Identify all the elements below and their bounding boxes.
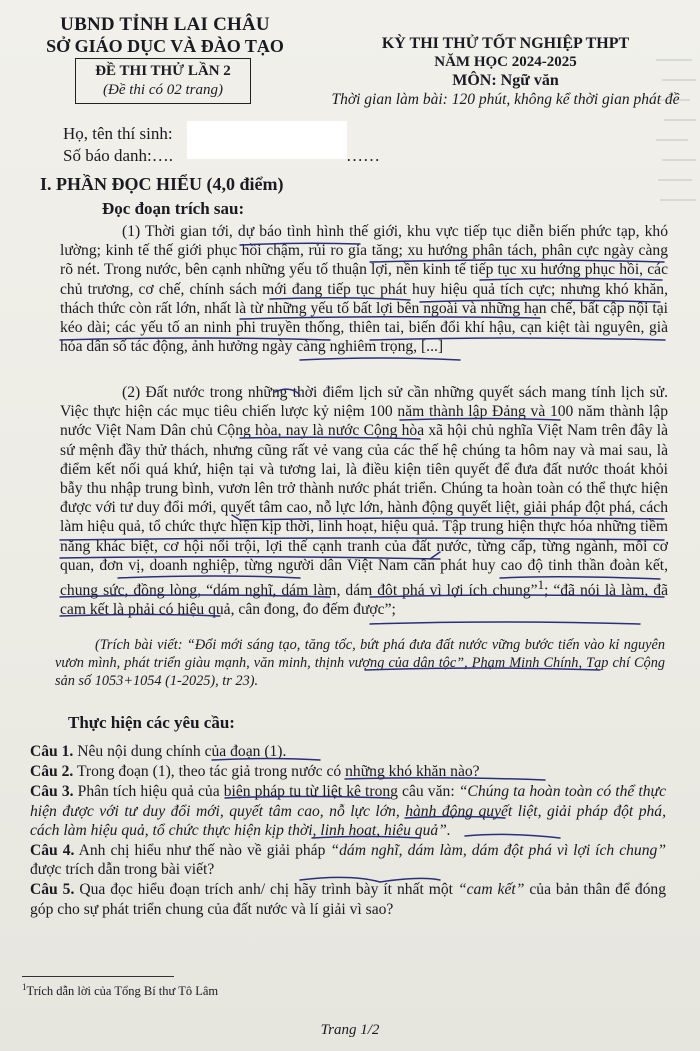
exam-label-box <box>75 58 251 104</box>
requirements-title: Thực hiện các yêu cầu: <box>68 713 235 732</box>
passage-paragraph-2-text: (2) Đất nước trong những thời điểm lịch sử cần những quyết sách mang tính lịch sử. Việc thực hiện các mục tiêu chiến lược kỷ niệm 100 năm thành lập Đảng và 100 năm thành lập nước Việt Nam Dân chủ Cộng hòa, nay là nước Cộng hòa xã hội chủ nghĩa Việt Nam trên đây là sứ mệnh đầy thử thách, nhưng cũng rất vẻ vang của các thế hệ chúng ta hôm nay và mai sau, là điểm kết nối quá khứ, hiện tại và tương lai, là điều kiện tiên quyết để đưa đất nước thoát khỏi bẫy thu nhập trung bình, vươn lên trở thành nước phát triển. Chúng ta hoàn toàn có thể thực hiện được với tư duy đổi mới, quyết tâm cao, nỗ lực lớn, hành động quyết liệt, giải pháp đột phá, cách làm hiệu quả, tổ chức thực hiện kịp thời, linh hoạt, hiệu quả. Tập trung hiện thực hóa những tiềm năng khác biệt, cơ hội nổi trội, lợi thế cạnh tranh của đất nước, từng cấp, từng ngành, mỗi cơ quan, đơn vị, doanh nghiệp, từng người dân Việt Nam cần phát huy cao độ tinh thần đoàn kết, chung sức, đồng lòng, “dám nghĩ, dám làm, dám đột phá vì lợi ích chung” <box>60 384 668 600</box>
section-intro: Đọc đoạn trích sau: <box>102 199 245 218</box>
question-label: Câu 5. <box>30 881 75 899</box>
passage-paragraph-2-tail: ; “đã nói là làm, đã cam kết là phải có hiệu quả, cân đong, đo đếm được”; <box>60 582 668 619</box>
question-label: Câu 4. <box>30 842 75 860</box>
question-4 <box>30 841 666 879</box>
redaction-block <box>187 121 347 159</box>
question-quote: “cam kết” <box>457 881 525 899</box>
candidate-name-label: Họ, tên thí sinh: <box>63 124 173 143</box>
question-label: Câu 3. <box>30 783 74 801</box>
passage-paragraph-2 <box>60 383 668 620</box>
candidate-number-dots: …… <box>346 146 380 165</box>
subject: MÔN: Ngữ văn <box>452 72 559 89</box>
school-year: NĂM HỌC 2024-2025 <box>434 54 577 70</box>
footnote-ref: 1 <box>537 577 545 593</box>
citation: (Trích bài viết: “Đổi mới sáng tạo, tăng tốc, bứt phá đưa đất nước vững bước tiến vào kỉ nguyên vươn mình, phát triển giàu mạnh, văn minh, thịnh vượng của dân tộc”, Phạm Minh Chính, Tạp chí Cộng sản số 1053+1054 (1-2025), tr 23). <box>55 637 665 689</box>
question-text: Phân tích hiệu quả của biện pháp tu từ liệt kê trong câu văn: <box>77 783 459 801</box>
footnote-divider <box>22 976 174 977</box>
footnote-text: Trích dẫn lời của Tổng Bí thư Tô Lâm <box>26 984 219 999</box>
question-text: Trong đoạn (1), theo tác giả trong nước có những khó khăn nào? <box>76 763 480 781</box>
issuer-province: UBND TỈNH LAI CHÂU <box>60 14 270 35</box>
page-number: Trang 1/2 <box>320 1022 380 1038</box>
question-label: Câu 1. <box>30 743 74 760</box>
question-text: Nêu nội dung chính của đoạn (1). <box>77 743 287 760</box>
question-list <box>30 742 666 920</box>
exam-header <box>318 34 693 109</box>
exam-name: KỲ THI THỬ TỐT NGHIỆP THPT <box>381 35 630 52</box>
footnote <box>22 982 218 999</box>
section-title: I. PHẦN ĐỌC HIỂU (4,0 điểm) <box>40 174 284 194</box>
question-quote: “Chúng ta hoàn toàn có thể thực hiện được với tư duy đổi mới, quyết tâm cao, nỗ lực lớn, hành động quyết liệt, giải pháp đột phá, cách làm hiệu quả, tổ chức thực hiện kịp thời, linh hoạt, hiệu quả”. <box>30 783 666 839</box>
question-text-after: của bản thân để đóng góp cho sự phát triển chung của đất nước và lí giải vì sao? <box>30 881 667 918</box>
question-text: Anh chị hiểu như thế nào về giải pháp <box>78 842 331 860</box>
question-text-after: được trích dẫn trong bài viết? <box>30 861 215 879</box>
passage-paragraph-1: (1) Thời gian tới, dự báo tình hình thế giới, khu vực tiếp tục diễn biến phức tạp, khó lường; kinh tế thế giới phục hồi chậm, rủi ro gia tăng; xu hướng phân tách, phân cực ngày càng rõ nét. Trong nước, bên cạnh những yếu tố thuận lợi, nền kinh tế tiếp tục xu hướng phục hồi, các chủ trương, cơ chế, chính sách mới đang tiếp tục phát huy hiệu quả tích cực; nhưng khó khăn, thách thức còn rất lớn, nhất là từ những yếu tố bất lợi bên ngoài và những hạn chế, bất cập nội tại kéo dài; các yếu tố an ninh phi truyền thống, thiên tai, biến đổi khí hậu, cạn kiệt tài nguyên, già hóa dân số tác động, ảnh hưởng ngày càng nghiêm trọng, [...] <box>60 223 668 356</box>
time-limit: Thời gian làm bài: 120 phút, không kể thời gian phát đề <box>331 91 680 108</box>
issuer-department: SỞ GIÁO DỤC VÀ ĐÀO TẠO <box>46 36 284 56</box>
question-3 <box>30 782 666 840</box>
exam-label-subtitle: (Đề thi có 02 trang) <box>103 82 223 98</box>
question-5 <box>30 880 666 918</box>
question-quote: “dám nghĩ, dám làm, dám đột phá vì lợi ích chung” <box>330 842 667 860</box>
question-text: Qua đọc hiểu đoạn trích anh/ chị hãy trình bày ít nhất một <box>79 881 458 899</box>
question-1 <box>30 742 666 761</box>
candidate-number-label: Số báo danh:…. <box>63 146 174 165</box>
issuer-header <box>40 14 290 57</box>
question-2 <box>30 762 666 781</box>
question-label: Câu 2. <box>30 763 74 781</box>
exam-label-title: ĐỀ THI THỬ LẦN 2 <box>95 63 231 79</box>
footnote-number: 1 <box>22 982 27 992</box>
